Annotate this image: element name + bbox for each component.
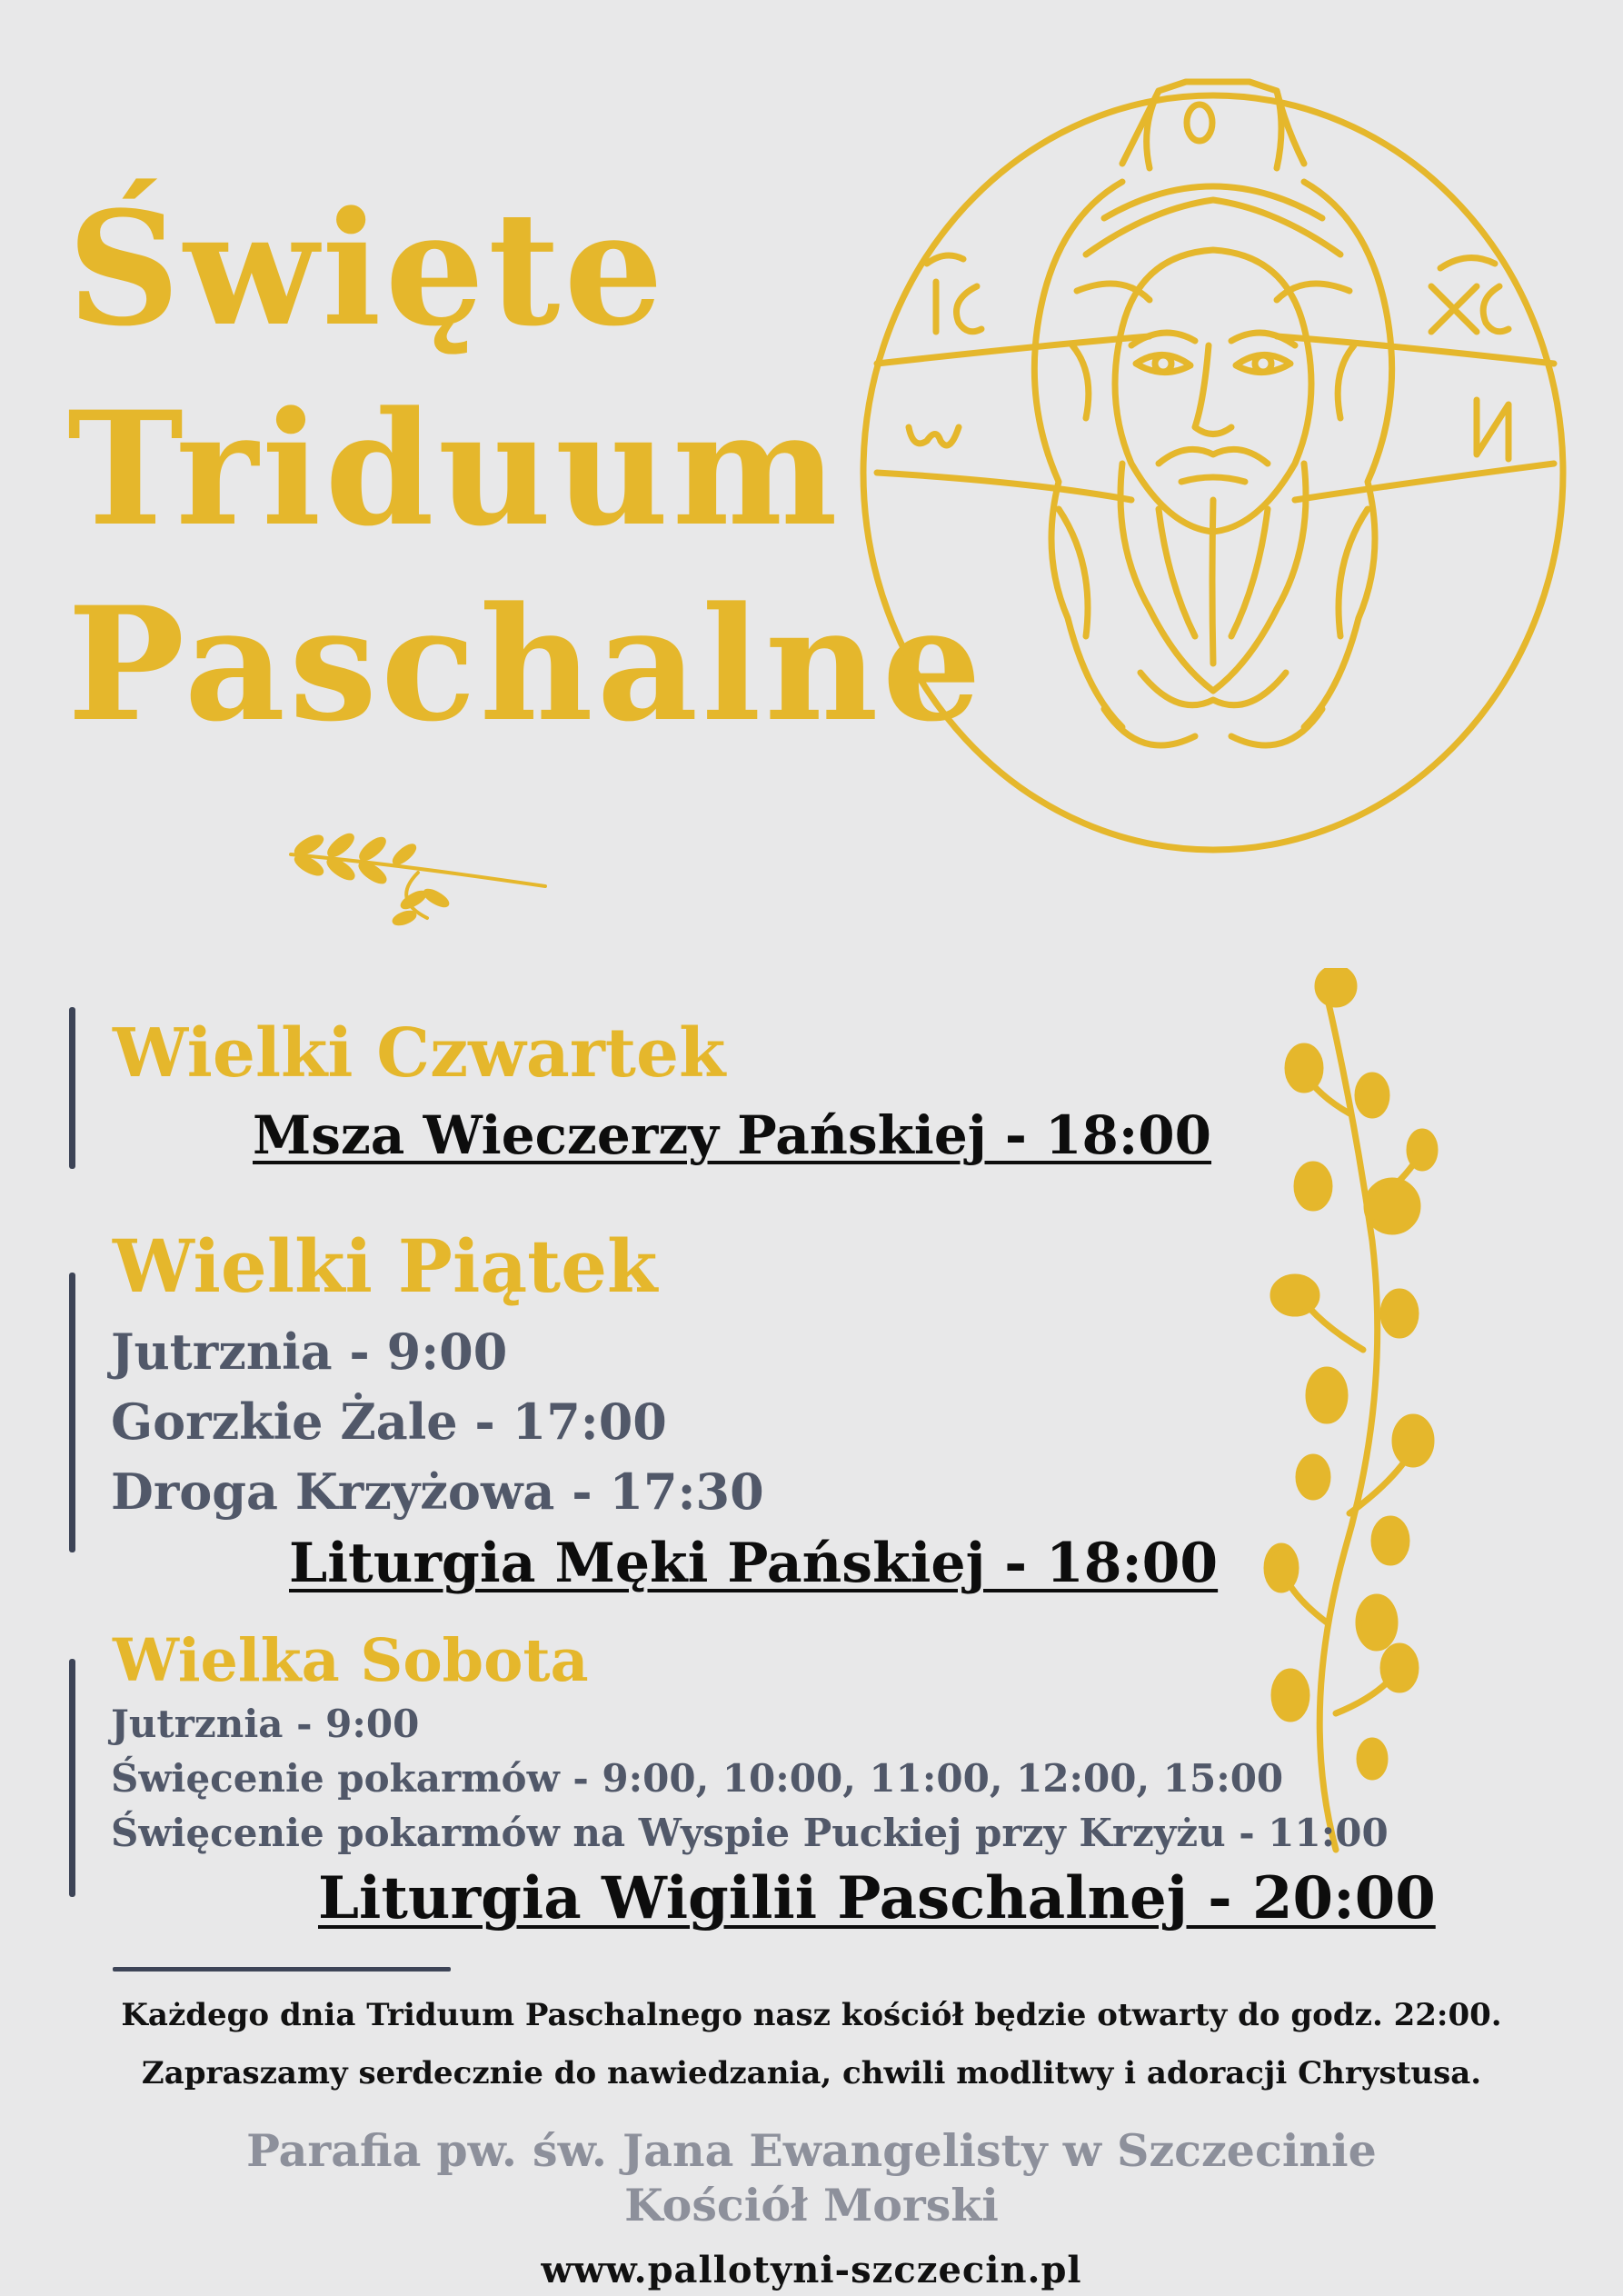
main-event-saturday: Liturgia Wigilii Paschalnej - 20:00 <box>318 1864 1436 1932</box>
friday-item-2: Gorzkie Żale - 17:00 <box>111 1393 667 1451</box>
wheat-sprig-icon <box>282 818 554 932</box>
saturday-item-1: Jutrznia - 9:00 <box>111 1702 420 1746</box>
divider-line <box>113 1967 451 1972</box>
note-line-1: Każdego dnia Triduum Paschalnego nasz kościół będzie otwarty do godz. 22:00. <box>121 1997 1502 2033</box>
website-link[interactable]: www.pallotyni-szczecin.pl <box>541 2249 1082 2291</box>
title-line-3: Paschalne <box>67 572 986 756</box>
heading-friday: Wielki Piątek <box>113 1223 658 1309</box>
church-name: Kościół Morski <box>624 2179 999 2231</box>
section-bar-friday <box>69 1273 75 1552</box>
note-line-2: Zapraszamy serdecznie do nawiedzania, chwili modlitwy i adoracji Chrystusa. <box>141 2055 1482 2091</box>
friday-item-1: Jutrznia - 9:00 <box>111 1323 508 1381</box>
willow-branch-icon <box>1263 968 1445 1859</box>
section-bar-thursday <box>69 1007 75 1169</box>
friday-item-3: Droga Krzyżowa - 17:30 <box>111 1462 764 1521</box>
heading-thursday: Wielki Czwartek <box>113 1014 726 1093</box>
title-line-2: Triduum <box>67 376 841 561</box>
saturday-item-3: Święcenie pokarmów na Wyspie Puckiej przy Krzyżu - 11:00 <box>111 1811 1389 1855</box>
christ-pantocrator-icon <box>850 73 1577 863</box>
section-bar-saturday <box>69 1659 75 1897</box>
main-event-thursday: Msza Wieczerzy Pańskiej - 18:00 <box>253 1104 1212 1166</box>
saturday-item-2: Święcenie pokarmów - 9:00, 10:00, 11:00, 12:00, 15:00 <box>111 1756 1284 1801</box>
main-event-friday: Liturgia Męki Pańskiej - 18:00 <box>289 1532 1219 1595</box>
parish-name: Parafia pw. św. Jana Ewangelisty w Szczecinie <box>246 2124 1377 2177</box>
title-line-1: Święte <box>67 176 667 361</box>
heading-saturday: Wielka Sobota <box>113 1626 589 1695</box>
